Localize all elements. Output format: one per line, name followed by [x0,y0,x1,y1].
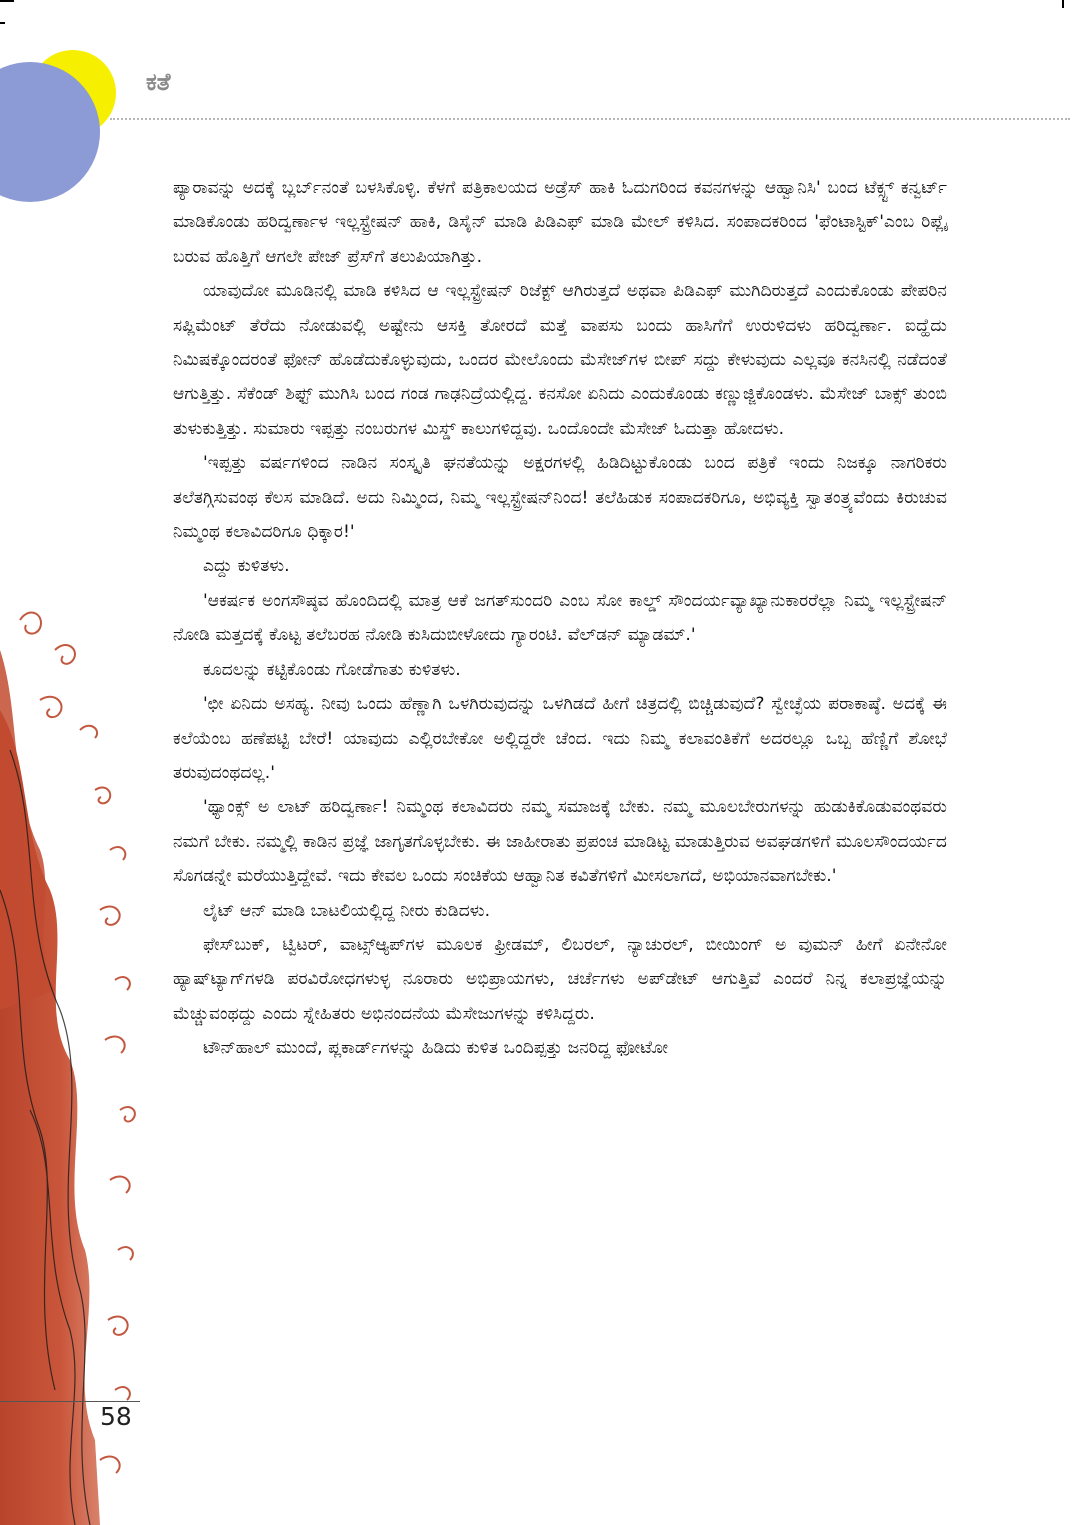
red-swirl-ornament [0,590,150,1525]
paragraph: ಯಾವುದೋ ಮೂಡಿನಲ್ಲಿ ಮಾಡಿ ಕಳಿಸಿದ ಆ ಇಲ್ಲಸ್ಟ್ರೇಷನ್ ರಿಜೆಕ್ಟ್ ಆಗಿರುತ್ತದೆ ಅಥವಾ ಪಿಡಿಎಫ್ ಮುಗಿದಿರುತ್ತದೆ ಎಂದುಕೊಂಡು ಪೇಪರಿನ ಸಪ್ಲಿಮೆಂಟ್ ತೆರೆದು ನೋಡುವಲ್ಲಿ ಅಷ್ಟೇನು ಆಸಕ್ತಿ ತೋರದೆ ಮತ್ತೆ ವಾಪಸು ಬಂದು ಹಾಸಿಗೆಗೆ ಉರುಳಿದಳು ಹರಿದ್ವರ್ಣಾ. ಐದ್ಹೆದು ನಿಮಿಷಕ್ಕೊಂದರಂತೆ ಫೋನ್ ಹೊಡೆದುಕೊಳ್ಳುವುದು, ಒಂದರ ಮೇಲೊಂದು ಮೆಸೇಜ್‌ಗಳ ಬೀಪ್ ಸದ್ದು ಕೇಳುವುದು ಎಲ್ಲವೂ ಕನಸಿನಲ್ಲಿ ನಡೆದಂತೆ ಆಗುತ್ತಿತ್ತು. ಸೆಕೆಂಡ್ ಶಿಫ್ಟ್ ಮುಗಿಸಿ ಬಂದ ಗಂಡ ಗಾಢನಿದ್ರೆಯಲ್ಲಿದ್ದ. ಕನಸೋ ಏನಿದು ಎಂದುಕೊಂಡು ಕಣ್ಣುಜ್ಜಿಕೊಂಡಳು. ಮೆಸೇಜ್ ಬಾಕ್ಸ್ ತುಂಬಿ ತುಳುಕುತ್ತಿತ್ತು. ಸುಮಾರು ಇಪ್ಪತ್ತು ನಂಬರುಗಳ ಮಿಸ್ಡ್ ಕಾಲುಗಳಿದ್ದವು. ಒಂದೊಂದೇ ಮೆಸೇಜ್ ಓದುತ್ತಾ ಹೋದಳು. [173,281,947,439]
story-body [173,171,947,1066]
paragraph: 'ಇಪ್ಪತ್ತು ವರ್ಷಗಳಿಂದ ನಾಡಿನ ಸಂಸ್ಕೃತಿ ಘನತೆಯನ್ನು ಅಕ್ಷರಗಳಲ್ಲಿ ಹಿಡಿದಿಟ್ಟುಕೊಂಡು ಬಂದ ಪತ್ರಿಕೆ ಇಂದು ನಿಜಕ್ಕೂ ನಾಗರಿಕರು ತಲೆತಗ್ಗಿಸುವಂಥ ಕೆಲಸ ಮಾಡಿದೆ. ಅದು ನಿಮ್ಮಿಂದ, ನಿಮ್ಮ ಇಲ್ಲಸ್ಟ್ರೇಷನ್‌ನಿಂದ! ತಲೆಹಿಡುಕ ಸಂಪಾದಕರಿಗೂ, ಅಭಿವ್ಯಕ್ತಿ ಸ್ವಾತಂತ್ರ್ಯವೆಂದು ಕಿರುಚುವ ನಿಮ್ಮಂಥ ಕಲಾವಿದರಿಗೂ ಧಿಕ್ಕಾರ!' [173,453,947,543]
paragraph: 'ಛೀ ಏನಿದು ಅಸಹ್ಯ. ನೀವು ಒಂದು ಹೆಣ್ಣಾಗಿ ಒಳಗಿರುವುದನ್ನು ಒಳಗಿಡದೆ ಹೀಗೆ ಚಿತ್ರದಲ್ಲಿ ಬಿಚ್ಚಿಡುವುದೆ? ಸ್ವೇಚ್ಛೆಯ ಪರಾಕಾಷ್ಠೆ. ಅದಕ್ಕೆ ಈ ಕಲೆಯೆಂಬ ಹಣೆಪಟ್ಟಿ ಬೇರೆ! ಯಾವುದು ಎಲ್ಲಿರಬೇಕೋ ಅಲ್ಲಿದ್ದರೇ ಚೆಂದ. ಇದು ನಿಮ್ಮ ಕಲಾವಂತಿಕೆಗೆ ಅದರಲ್ಲೂ ಒಬ್ಬ ಹೆಣ್ಣಿಗೆ ಶೋಭೆ ತರುವುದಂಥದಲ್ಲ.' [173,694,947,783]
paragraph: ಪ್ಯಾರಾವನ್ನು ಅದಕ್ಕೆ ಬ್ಲರ್ಬ್‌ನಂತೆ ಬಳಸಿಕೊಳ್ಳಿ. ಕೆಳಗೆ ಪತ್ರಿಕಾಲಯದ ಅಡ್ರೆಸ್ ಹಾಕಿ ಓದುಗರಿಂದ ಕವನಗಳನ್ನು ಆಹ್ವಾನಿಸಿ' ಬಂದ ಟೆಕ್ಸ್ಟ್ ಕನ್ವರ್ಟ್ ಮಾಡಿಕೊಂಡು ಹರಿದ್ವರ್ಣಾಳ ಇಲ್ಲಸ್ಟ್ರೇಷನ್ ಹಾಕಿ, ಡಿಸೈನ್ ಮಾಡಿ ಪಿಡಿಎಫ್ ಮಾಡಿ ಮೇಲ್ ಕಳಿಸಿದ. ಸಂಪಾದಕರಿಂದ 'ಫೆಂಟಾಸ್ಟಿಕ್'ಎಂಬ ರಿಪ್ಲೈ ಬರುವ ಹೊತ್ತಿಗೆ ಆಗಲೇ ಪೇಜ್ ಪ್ರೆಸ್‌ಗೆ ತಲುಪಿಯಾಗಿತ್ತು. [173,178,947,267]
page-number: 58 [100,1402,132,1431]
paragraph: ಲೈಟ್ ಆನ್ ಮಾಡಿ ಬಾಟಲಿಯಲ್ಲಿದ್ದ ನೀರು ಕುಡಿದಳು. [203,900,491,921]
section-label: ಕತೆ [146,68,171,96]
paragraph: ಎದ್ದು ಕುಳಿತಳು. [203,556,290,577]
header-dotted-rule [110,118,1070,120]
crop-mark-left [0,22,5,24]
paragraph: 'ಆಕರ್ಷಕ ಅಂಗಸೌಷ್ಠವ ಹೊಂದಿದಲ್ಲಿ ಮಾತ್ರ ಆಕೆ ಜಗತ್‌ಸುಂದರಿ ಎಂಬ ಸೋ ಕಾಲ್ಡ್ ಸೌಂದರ್ಯವ್ಯಾಖ್ಯಾನುಕಾರರೆಲ್ಲಾ ನಿಮ್ಮ ಇಲ್ಲಸ್ಟ್ರೇಷನ್ ನೋಡಿ ಮತ್ತದಕ್ಕೆ ಕೊಟ್ಟ ತಲೆಬರಹ ನೋಡಿ ಕುಸಿದುಬೀಳೋದು ಗ್ಯಾರಂಟಿ. ವೆಲ್‌ಡನ್ ಮ್ಯಾಡಮ್.' [173,590,947,646]
paragraph: 'ಥ್ಯಾಂಕ್ಸ್ ಅ ಲಾಟ್ ಹರಿದ್ವರ್ಣಾ! ನಿಮ್ಮಂಥ ಕಲಾವಿದರು ನಮ್ಮ ಸಮಾಜಕ್ಕೆ ಬೇಕು. ನಮ್ಮ ಮೂಲಬೇರುಗಳನ್ನು ಹುಡುಕಿಕೊಡುವಂಥವರು ನಮಗೆ ಬೇಕು. ನಮ್ಮಲ್ಲಿ ಕಾಡಿನ ಪ್ರಜ್ಞೆ ಜಾಗೃತಗೊಳ್ಳಬೇಕು. ಈ ಜಾಹೀರಾತು ಪ್ರಪಂಚ ಮಾಡಿಟ್ಟ ಮಾಡುತ್ತಿರುವ ಅವಘಡಗಳಿಗೆ ಮೂಲಸೌಂದರ್ಯದ ಸೊಗಡನ್ನೇ ಮರೆಯುತ್ತಿದ್ದೇವೆ. ಇದು ಕೇವಲ ಒಂದು ಸಂಚಿಕೆಯ ಆಹ್ವಾನಿತ ಕವಿತೆಗಳಿಗೆ ಮೀಸಲಾಗದೆ, ಅಭಿಯಾನವಾಗಬೇಕು.' [173,797,947,887]
crop-mark-top-right [1062,0,1064,8]
paragraph: ಟೌನ್‌ಹಾಲ್ ಮುಂದೆ, ಪ್ಲಕಾರ್ಡ್‌ಗಳನ್ನು ಹಿಡಿದು ಕುಳಿತ ಒಂದಿಪ್ಪತ್ತು ಜನರಿದ್ದ ಫೋಟೋ [203,1038,669,1059]
crop-mark-top-left [0,0,14,2]
paragraph: ಫೇಸ್‌ಬುಕ್, ಟ್ವಿಟರ್, ವಾಟ್ಸ್ಆ್ಯಪ್‌ಗಳ ಮೂಲಕ ಫ್ರೀಡಮ್, ಲಿಬರಲ್, ನ್ಯಾಚುರಲ್, ಬೀಯಿಂಗ್ ಅ ವುಮನ್ ಹೀಗೆ ಏನೇನೋ ಹ್ಯಾಷ್‌ಟ್ಯಾಗ್‌ಗಳಡಿ ಪರವಿರೋಧಗಳುಳ್ಳ ನೂರಾರು ಅಭಿಪ್ರಾಯಗಳು, ಚರ್ಚೆಗಳು ಅಪ್‌ಡೇಟ್ ಆಗುತ್ತಿವೆ ಎಂದರೆ ನಿನ್ನ ಕಲಾಪ್ರಜ್ಞೆಯನ್ನು ಮೆಚ್ಚುವಂಥದ್ದು ಎಂದು ಸ್ನೇಹಿತರು ಅಭಿನಂದನೆಯ ಮೆಸೇಜುಗಳನ್ನು ಕಳಿಸಿದ್ದರು. [173,934,947,1024]
paragraph: ಕೂದಲನ್ನು ಕಟ್ಟಿಕೊಂಡು ಗೋಡೆಗಾತು ಕುಳಿತಳು. [203,659,461,680]
